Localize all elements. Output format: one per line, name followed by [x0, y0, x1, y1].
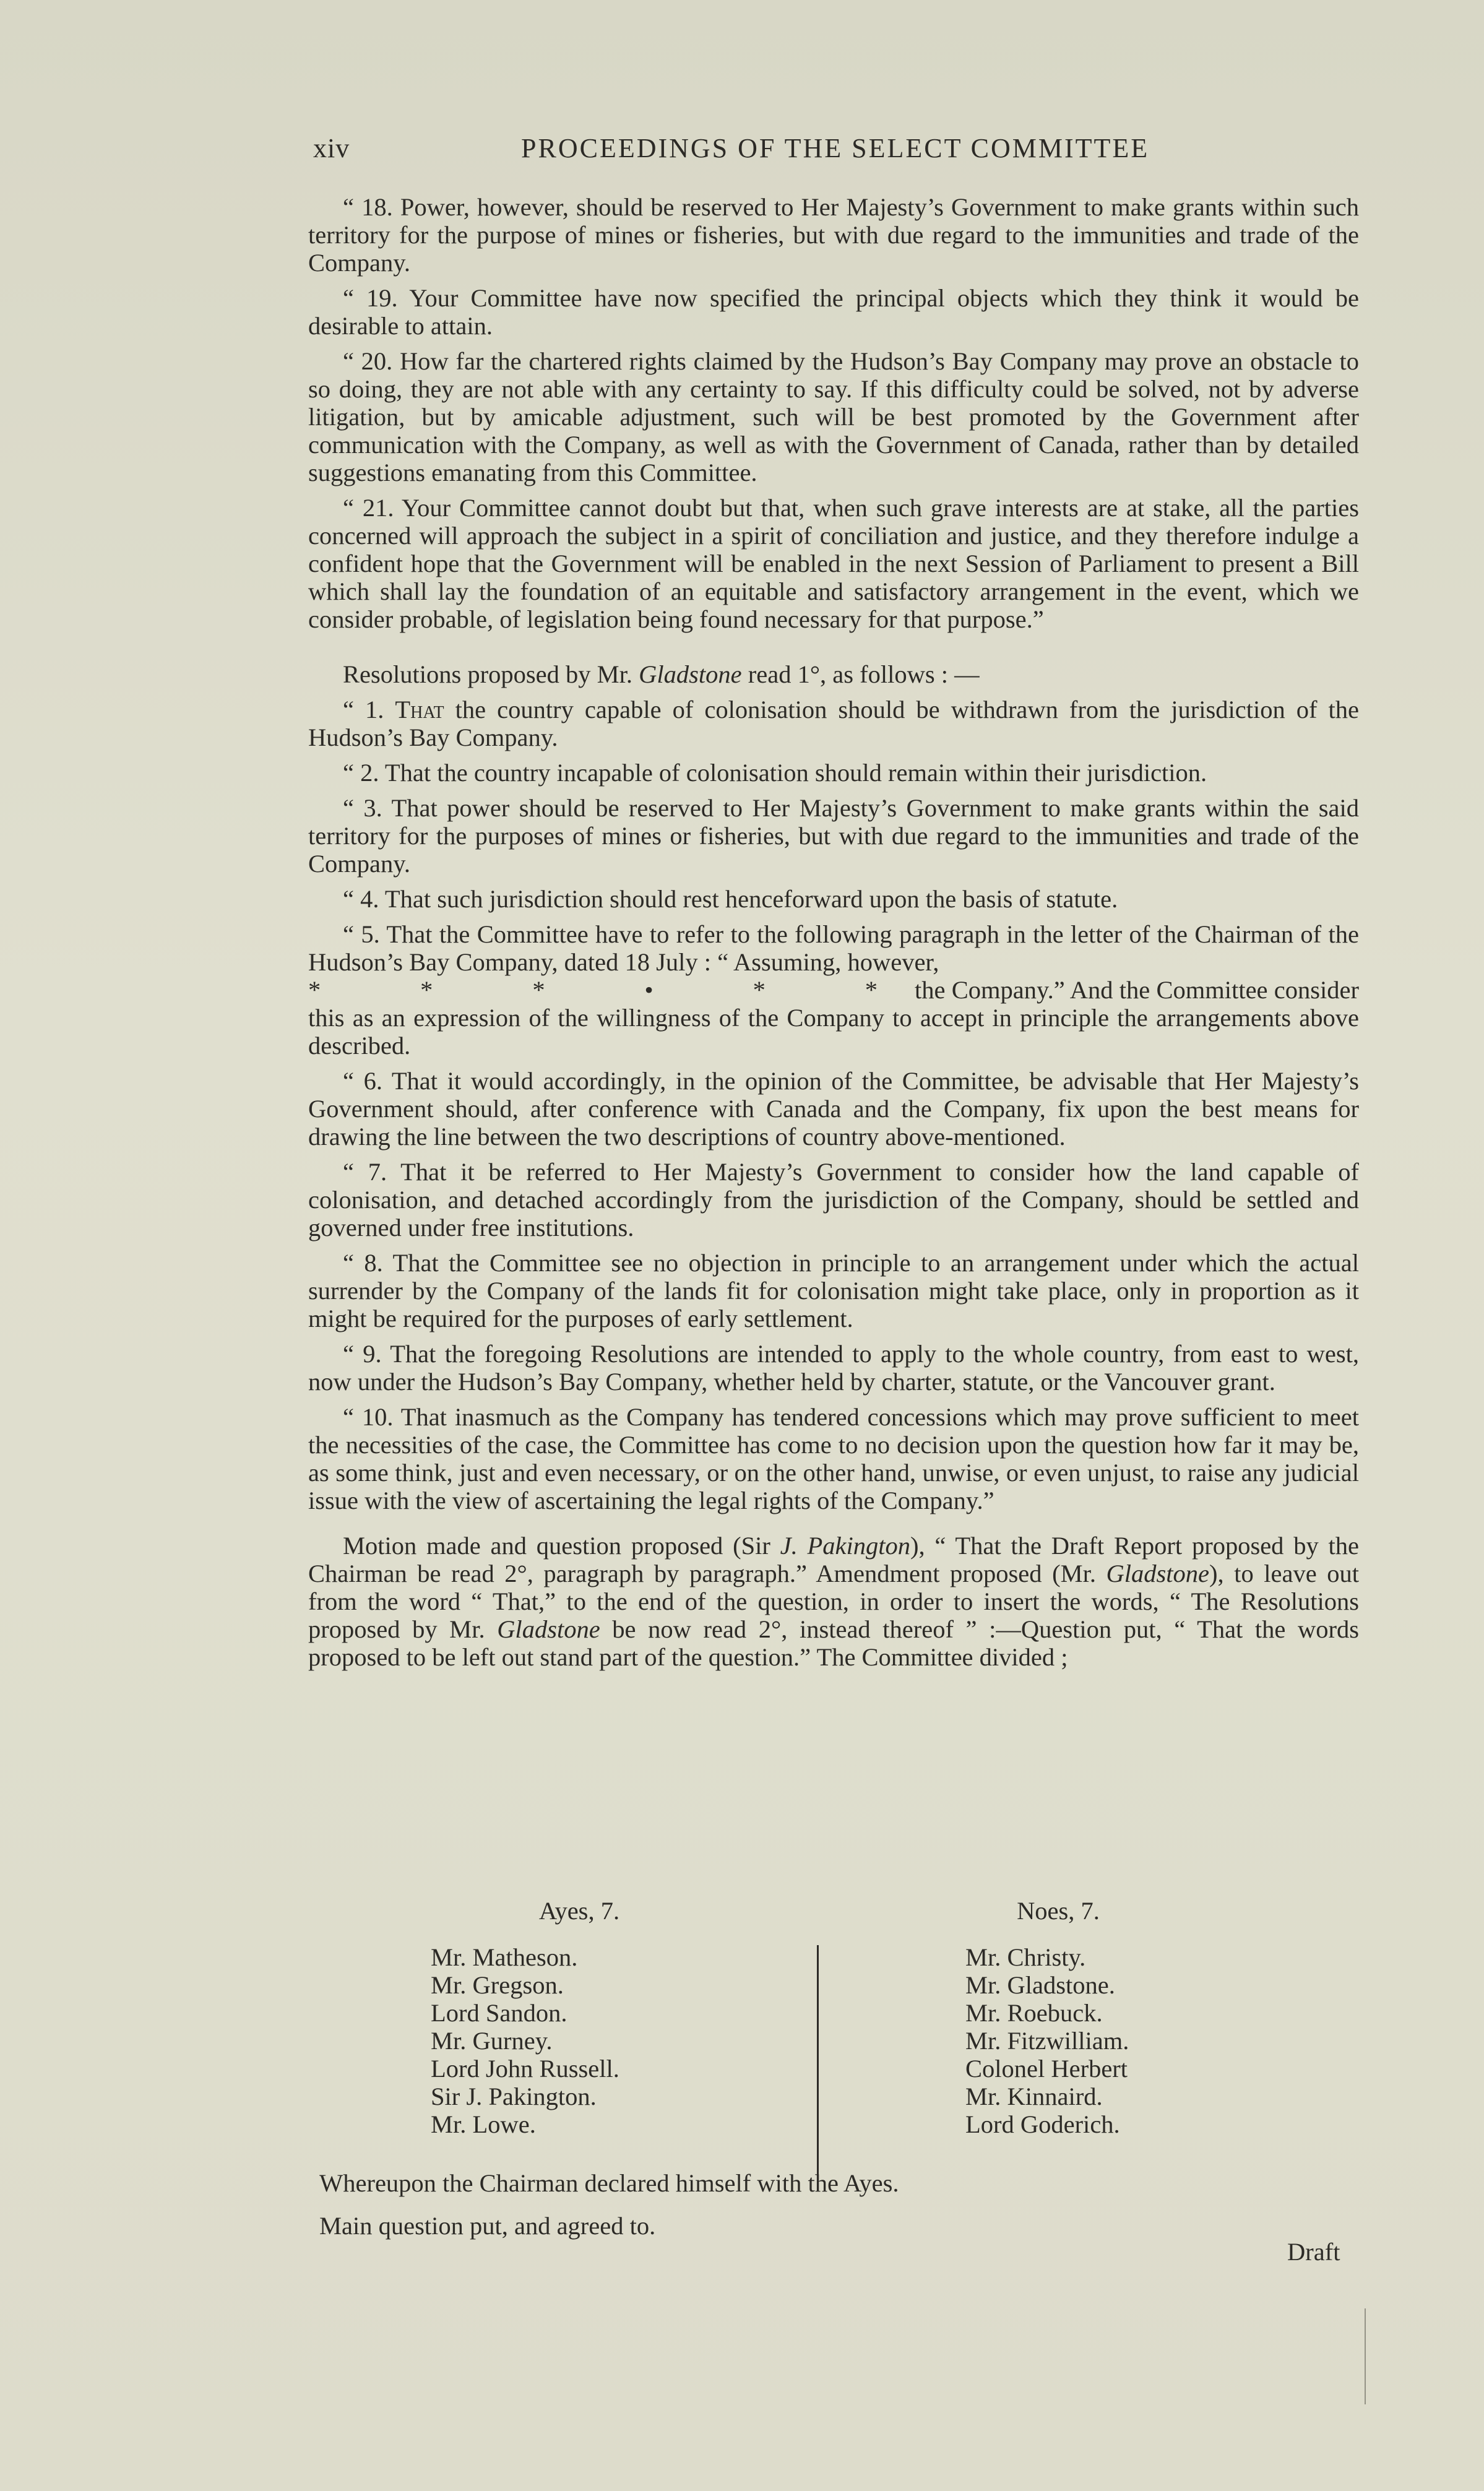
- noe-member: Lord Goderich.: [965, 2110, 1120, 2138]
- star: *: [420, 976, 433, 1004]
- resolution-10: “ 10. That inasmuch as the Company has tendered concessions which may prove sufficient to meet the necessities of the case, the Committee has come to no decision upon the question how far it may be, as some think, just and even necessary, or on the other hand, unwise, or even unjust, to raise any judicial issue with the view of ascertaining the legal rights of the Company.”: [308, 1403, 1359, 1514]
- star: *: [532, 976, 545, 1004]
- aye-member: Mr. Lowe.: [431, 2110, 536, 2138]
- intro-name: Gladstone: [639, 660, 742, 688]
- noe-member: Mr. Gladstone.: [965, 1971, 1115, 1999]
- aye-member: Sir J. Pakington.: [431, 2083, 597, 2110]
- res1-smallcaps: That: [395, 696, 444, 723]
- resolution-5-start: “ 5. That the Committee have to refer to the following paragraph in the letter of the Chairman of the Hudson’s Bay Company, dated 18 July : “ Assuming, however,: [308, 920, 1359, 976]
- noe-member: Mr. Kinnaird.: [965, 2083, 1103, 2110]
- res1-rest: the country capable of colonisation should be withdrawn from the jurisdiction of the Hudson’s Bay Company.: [308, 696, 1359, 751]
- running-head: PROCEEDINGS OF THE SELECT COMMITTEE: [521, 133, 1150, 163]
- noe-member: Mr. Christy.: [965, 1943, 1086, 1971]
- resolution-2: “ 2. That the country incapable of colonisation should remain within their jurisdiction.: [343, 759, 1207, 787]
- intro-text: Resolutions proposed by Mr.: [343, 660, 639, 688]
- noe-member: Colonel Herbert: [965, 2055, 1128, 2083]
- motion-text: Motion made and question proposed (Sir: [343, 1532, 780, 1560]
- star: *: [865, 976, 878, 1004]
- noe-member: Mr. Fitzwilliam.: [965, 2027, 1129, 2055]
- paragraph-18: “ 18. Power, however, should be reserved to Her Majesty’s Government to make grants within such territory for the purpose of mines or fisheries, but with due regard to the immunities and trade of the Company.: [308, 193, 1359, 277]
- resolution-1: [308, 696, 1359, 751]
- noes-column: [965, 1897, 1337, 2138]
- paragraph-21: “ 21. Your Committee cannot doubt but that, when such grave interests are at stake, all the parties concerned will approach the subject in a spirit of conciliation and justice, and they therefore indulge a confident hope that the Government will be enabled in the next Session of Parliament to present a Bill which shall lay the foundation of an equitable and satisfactory arrangement in the event, which we consider probable, of legislation being found necessary for that purpose.”: [308, 494, 1359, 633]
- motion-name: Gladstone: [1106, 1560, 1210, 1587]
- noes-heading: Noes, 7.: [1017, 1897, 1100, 1925]
- noe-member: Mr. Roebuck.: [965, 1999, 1103, 2027]
- paragraph-20: “ 20. How far the chartered rights claimed by the Hudson’s Bay Company may prove an obstacle to so doing, they are not able with any certainty to say. If this difficulty could be solved, not by adverse litigation, but by amicable adjustment, such will be best promoted by the Government after communication with the Company, as well as with the Government of Canada, rather than by detailed suggestions emanating from this Committee.: [308, 347, 1359, 486]
- chairman-declaration: Whereupon the Chairman declared himself with the Ayes.: [319, 2169, 899, 2197]
- motion-text: ), to leave out from the word “ That,” to the end of the question, in order to insert the words, “ The Resolutions proposed by Mr.: [308, 1560, 1359, 1643]
- motion-text: be now read 2°, instead thereof ” :—Question put, “ That the words proposed to be left out stand part of the question.” The Committee divided ;: [308, 1615, 1359, 1671]
- division-list: [408, 1897, 1361, 2144]
- star: *: [308, 976, 321, 1004]
- ayes-heading: Ayes, 7.: [538, 1897, 620, 1925]
- star: •: [644, 976, 654, 1004]
- body-text: [308, 193, 1359, 1678]
- ayes-column: [431, 1897, 802, 2138]
- motion-text: ), “ That the Draft Report proposed by the Chairman be read 2°, paragraph by paragraph.” Amendment proposed (Mr.: [308, 1532, 1359, 1587]
- aye-member: Mr. Gurney.: [431, 2027, 553, 2055]
- resolution-6: “ 6. That it would accordingly, in the opinion of the Committee, be advisable that Her Majesty’s Government should, after conference with Canada and the Company, fix upon the best means for drawing the line between the two descriptions of country above-mentioned.: [308, 1067, 1359, 1151]
- page-header: [313, 132, 1359, 176]
- star: *: [753, 976, 766, 1004]
- resolution-9: “ 9. That the foregoing Resolutions are intended to apply to the whole country, from east to west, now under the Hudson’s Bay Company, whether held by charter, statute, or the Vancouver grant.: [308, 1340, 1359, 1396]
- catchword: Draft: [1287, 2238, 1340, 2266]
- aye-member: Mr. Gregson.: [431, 1971, 564, 1999]
- main-question: Main question put, and agreed to.: [319, 2212, 656, 2240]
- paragraph-19: “ 19. Your Committee have now specified the principal objects which they think it would be desirable to attain.: [308, 284, 1359, 340]
- resolutions-intro: [308, 660, 1359, 688]
- resolution-8: “ 8. That the Committee see no objection in principle to an arrangement under which the actual surrender by the Company of the lands fit for colonisation might take place, only in proportion as it might be required for the purposes of early settlement.: [308, 1249, 1359, 1332]
- aye-member: Lord John Russell.: [431, 2055, 619, 2083]
- res1-prefix: “ 1.: [343, 696, 395, 723]
- page-edge-mark: [1365, 2308, 1366, 2404]
- intro-text-end: read 1°, as follows : —: [741, 660, 980, 688]
- res5-line3: the Company.” And the Committee consider this as an expression of the willingness of the Company to accept in principle the arrangements above described.: [308, 976, 1359, 1060]
- aye-member: Lord Sandon.: [431, 1999, 567, 2027]
- resolution-5-end: [308, 976, 1359, 1060]
- motion-paragraph: [308, 1532, 1359, 1671]
- motion-name: J. Pakington: [780, 1532, 910, 1560]
- closing-text: [319, 2169, 1349, 2255]
- aye-member: Mr. Matheson.: [431, 1943, 578, 1971]
- page-number: xiv: [313, 133, 350, 163]
- column-divider: [817, 1945, 819, 2184]
- resolution-3: “ 3. That power should be reserved to Her Majesty’s Government to make grants within the said territory for the purposes of mines or fisheries, but with due regard to the immunities and trade of the Company.: [308, 794, 1359, 878]
- resolution-7: “ 7. That it be referred to Her Majesty’s Government to consider how the land capable of colonisation, and detached accordingly from the jurisdiction of the Company, should be settled and governed under free institutions.: [308, 1158, 1359, 1241]
- motion-name: Gladstone: [497, 1615, 600, 1643]
- resolution-4: “ 4. That such jurisdiction should rest henceforward upon the basis of statute.: [343, 885, 1118, 913]
